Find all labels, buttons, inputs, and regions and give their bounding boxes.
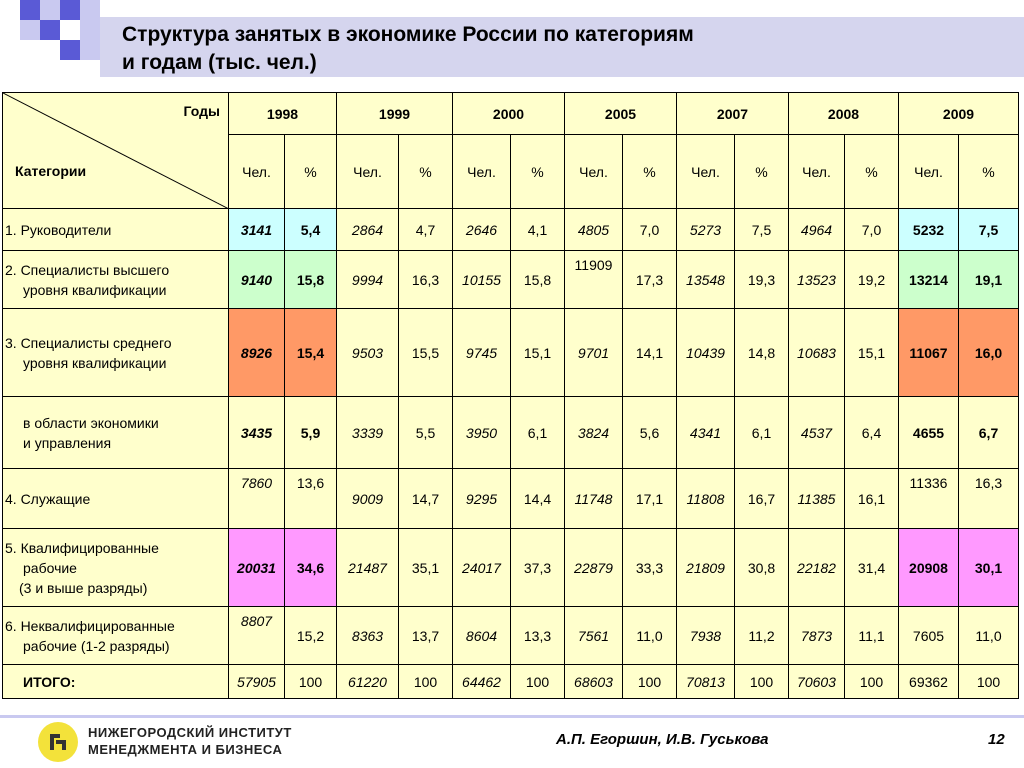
- cell-percent: 17,1: [623, 469, 677, 529]
- row-label-line: рабочие: [23, 559, 77, 576]
- cell-percent: 14,7: [399, 469, 453, 529]
- cell-percent: 5,5: [399, 397, 453, 469]
- unit-percent-header: %: [735, 135, 789, 209]
- page-title: [122, 21, 1002, 77]
- cell-percent: 100: [511, 665, 565, 699]
- cell-people: 11336: [899, 469, 959, 529]
- cell-percent: 13,7: [399, 607, 453, 665]
- cell-percent: 16,3: [959, 469, 1019, 529]
- employment-table: [2, 92, 1019, 699]
- row-label-line: 6. Неквалифицированные: [5, 617, 175, 634]
- cell-people: 2646: [453, 209, 511, 251]
- unit-people-header: Чел.: [789, 135, 845, 209]
- cell-people: 9745: [453, 309, 511, 397]
- institute-name-line-1: НИЖЕГОРОДСКИЙ ИНСТИТУТ: [88, 725, 292, 740]
- cell-percent: 19,1: [959, 251, 1019, 309]
- cell-percent: 5,9: [285, 397, 337, 469]
- cell-people: 4655: [899, 397, 959, 469]
- corner-categories-label: Категории: [15, 163, 87, 179]
- cell-people: 13214: [899, 251, 959, 309]
- cell-people: 11067: [899, 309, 959, 397]
- cell-people: 64462: [453, 665, 511, 699]
- cell-percent: 6,1: [511, 397, 565, 469]
- row-label-line: в области экономики: [23, 414, 159, 431]
- cell-people: 11909: [565, 251, 623, 309]
- unit-people-header: Чел.: [677, 135, 735, 209]
- cell-percent: 5,6: [623, 397, 677, 469]
- cell-people: 8807: [229, 607, 285, 665]
- cell-people: 7938: [677, 607, 735, 665]
- cell-people: 70813: [677, 665, 735, 699]
- table-corner: [3, 93, 229, 209]
- decor-square: [80, 40, 100, 60]
- cell-people: 11385: [789, 469, 845, 529]
- row-label: [3, 665, 229, 699]
- cell-percent: 16,7: [735, 469, 789, 529]
- cell-percent: 100: [735, 665, 789, 699]
- cell-people: 3339: [337, 397, 399, 469]
- row-label: [3, 397, 229, 469]
- cell-people: 21487: [337, 529, 399, 607]
- cell-percent: 6,1: [735, 397, 789, 469]
- cell-percent: 19,2: [845, 251, 899, 309]
- cell-people: 3141: [229, 209, 285, 251]
- cell-people: 7605: [899, 607, 959, 665]
- decor-square: [80, 20, 100, 40]
- cell-people: 9994: [337, 251, 399, 309]
- table-row: [3, 529, 1019, 607]
- cell-percent: 7,5: [959, 209, 1019, 251]
- table-row: [3, 209, 1019, 251]
- cell-people: 4537: [789, 397, 845, 469]
- cell-people: 4341: [677, 397, 735, 469]
- cell-people: 3824: [565, 397, 623, 469]
- cell-people: 22879: [565, 529, 623, 607]
- cell-people: 10683: [789, 309, 845, 397]
- cell-percent: 7,0: [623, 209, 677, 251]
- cell-percent: 7,5: [735, 209, 789, 251]
- row-label-line: рабочие (1-2 разряды): [23, 637, 170, 654]
- unit-people-header: Чел.: [453, 135, 511, 209]
- decor-square: [20, 20, 40, 40]
- cell-people: 24017: [453, 529, 511, 607]
- cell-people: 9009: [337, 469, 399, 529]
- row-label: [3, 607, 229, 665]
- row-label-line: 4. Служащие: [5, 490, 91, 507]
- cell-percent: 33,3: [623, 529, 677, 607]
- cell-percent: 5,4: [285, 209, 337, 251]
- row-label: [3, 309, 229, 397]
- table-row-total: [3, 665, 1019, 699]
- table-row: [3, 607, 1019, 665]
- cell-people: 70603: [789, 665, 845, 699]
- cell-people: 10439: [677, 309, 735, 397]
- cell-people: 8363: [337, 607, 399, 665]
- cell-percent: 35,1: [399, 529, 453, 607]
- cell-people: 20908: [899, 529, 959, 607]
- cell-percent: 11,0: [959, 607, 1019, 665]
- row-label-line: 3. Специалисты среднего: [5, 334, 172, 351]
- cell-people: 13548: [677, 251, 735, 309]
- year-header: 2007: [677, 93, 789, 135]
- cell-people: 11808: [677, 469, 735, 529]
- cell-percent: 30,1: [959, 529, 1019, 607]
- cell-percent: 100: [623, 665, 677, 699]
- cell-people: 3950: [453, 397, 511, 469]
- table-row: [3, 251, 1019, 309]
- row-label-line: (3 и выше разряды): [19, 579, 148, 596]
- year-header: 2009: [899, 93, 1019, 135]
- cell-people: 4805: [565, 209, 623, 251]
- cell-percent: 13,3: [511, 607, 565, 665]
- cell-percent: 15,5: [399, 309, 453, 397]
- year-header: 2000: [453, 93, 565, 135]
- cell-percent: 16,1: [845, 469, 899, 529]
- cell-people: 9503: [337, 309, 399, 397]
- decor-square: [40, 20, 60, 40]
- institute-name-line-2: МЕНЕДЖМЕНТА И БИЗНЕСА: [88, 742, 283, 757]
- row-label-line: 1. Руководители: [5, 221, 112, 238]
- decor-square: [40, 0, 60, 20]
- corner-years-label: Годы: [183, 103, 220, 119]
- cell-percent: 31,4: [845, 529, 899, 607]
- unit-percent-header: %: [959, 135, 1019, 209]
- row-label: [3, 209, 229, 251]
- cell-percent: 11,1: [845, 607, 899, 665]
- unit-percent-header: %: [285, 135, 337, 209]
- table-row: [3, 469, 1019, 529]
- cell-people: 13523: [789, 251, 845, 309]
- cell-people: 2864: [337, 209, 399, 251]
- cell-people: 69362: [899, 665, 959, 699]
- row-label-line: 2. Специалисты высшего: [5, 261, 170, 278]
- cell-people: 20031: [229, 529, 285, 607]
- unit-people-header: Чел.: [899, 135, 959, 209]
- cell-people: 4964: [789, 209, 845, 251]
- cell-people: 7561: [565, 607, 623, 665]
- cell-people: 57905: [229, 665, 285, 699]
- cell-percent: 16,0: [959, 309, 1019, 397]
- cell-people: 3435: [229, 397, 285, 469]
- cell-percent: 17,3: [623, 251, 677, 309]
- cell-percent: 37,3: [511, 529, 565, 607]
- cell-people: 5273: [677, 209, 735, 251]
- row-label: [3, 469, 229, 529]
- row-label-line: 5. Квалифицированные: [5, 539, 159, 556]
- institute-logo-icon: [46, 730, 70, 754]
- row-label-line: уровня квалификации: [23, 281, 167, 298]
- cell-percent: 14,1: [623, 309, 677, 397]
- cell-people: 9295: [453, 469, 511, 529]
- cell-people: 7860: [229, 469, 285, 529]
- cell-percent: 100: [285, 665, 337, 699]
- cell-percent: 15,8: [511, 251, 565, 309]
- decor-square: [60, 40, 80, 60]
- cell-percent: 15,8: [285, 251, 337, 309]
- cell-percent: 11,2: [735, 607, 789, 665]
- decor-square: [20, 0, 40, 20]
- decor-square: [80, 0, 100, 20]
- cell-people: 9701: [565, 309, 623, 397]
- cell-people: 22182: [789, 529, 845, 607]
- row-label-line: ИТОГО:: [23, 673, 76, 690]
- cell-percent: 15,4: [285, 309, 337, 397]
- cell-people: 11748: [565, 469, 623, 529]
- data-table-wrap: [2, 92, 1018, 698]
- cell-percent: 15,1: [845, 309, 899, 397]
- cell-percent: 100: [959, 665, 1019, 699]
- unit-percent-header: %: [511, 135, 565, 209]
- cell-percent: 6,7: [959, 397, 1019, 469]
- cell-percent: 100: [399, 665, 453, 699]
- cell-percent: 19,3: [735, 251, 789, 309]
- unit-people-header: Чел.: [337, 135, 399, 209]
- cell-percent: 7,0: [845, 209, 899, 251]
- cell-percent: 4,1: [511, 209, 565, 251]
- title-line-2: и годам (тыс. чел.): [122, 51, 317, 74]
- page-number: 12: [988, 731, 1005, 748]
- cell-people: 10155: [453, 251, 511, 309]
- cell-percent: 16,3: [399, 251, 453, 309]
- table-row: [3, 309, 1019, 397]
- unit-percent-header: %: [845, 135, 899, 209]
- table-row: [3, 397, 1019, 469]
- year-header: 1999: [337, 93, 453, 135]
- cell-percent: 34,6: [285, 529, 337, 607]
- cell-people: 5232: [899, 209, 959, 251]
- year-header: 1998: [229, 93, 337, 135]
- cell-percent: 4,7: [399, 209, 453, 251]
- footer-divider: [0, 715, 1024, 718]
- cell-percent: 14,8: [735, 309, 789, 397]
- decor-square: [60, 0, 80, 20]
- cell-percent: 15,2: [285, 607, 337, 665]
- cell-people: 7873: [789, 607, 845, 665]
- cell-people: 21809: [677, 529, 735, 607]
- unit-people-header: Чел.: [565, 135, 623, 209]
- cell-percent: 13,6: [285, 469, 337, 529]
- cell-percent: 30,8: [735, 529, 789, 607]
- cell-people: 9140: [229, 251, 285, 309]
- cell-percent: 6,4: [845, 397, 899, 469]
- row-label-line: уровня квалификации: [23, 354, 167, 371]
- row-label: [3, 529, 229, 607]
- unit-percent-header: %: [399, 135, 453, 209]
- institute-name: [88, 724, 292, 758]
- cell-percent: 14,4: [511, 469, 565, 529]
- year-header: 2008: [789, 93, 899, 135]
- cell-people: 61220: [337, 665, 399, 699]
- cell-people: 68603: [565, 665, 623, 699]
- year-header: 2005: [565, 93, 677, 135]
- cell-percent: 11,0: [623, 607, 677, 665]
- row-label: [3, 251, 229, 309]
- row-label-line: и управления: [23, 434, 112, 451]
- unit-people-header: Чел.: [229, 135, 285, 209]
- authors: А.П. Егоршин, И.В. Гуськова: [556, 731, 769, 748]
- title-line-1: Структура занятых в экономике России по категориям: [122, 23, 694, 46]
- cell-percent: 15,1: [511, 309, 565, 397]
- cell-people: 8926: [229, 309, 285, 397]
- cell-percent: 100: [845, 665, 899, 699]
- cell-people: 8604: [453, 607, 511, 665]
- unit-percent-header: %: [623, 135, 677, 209]
